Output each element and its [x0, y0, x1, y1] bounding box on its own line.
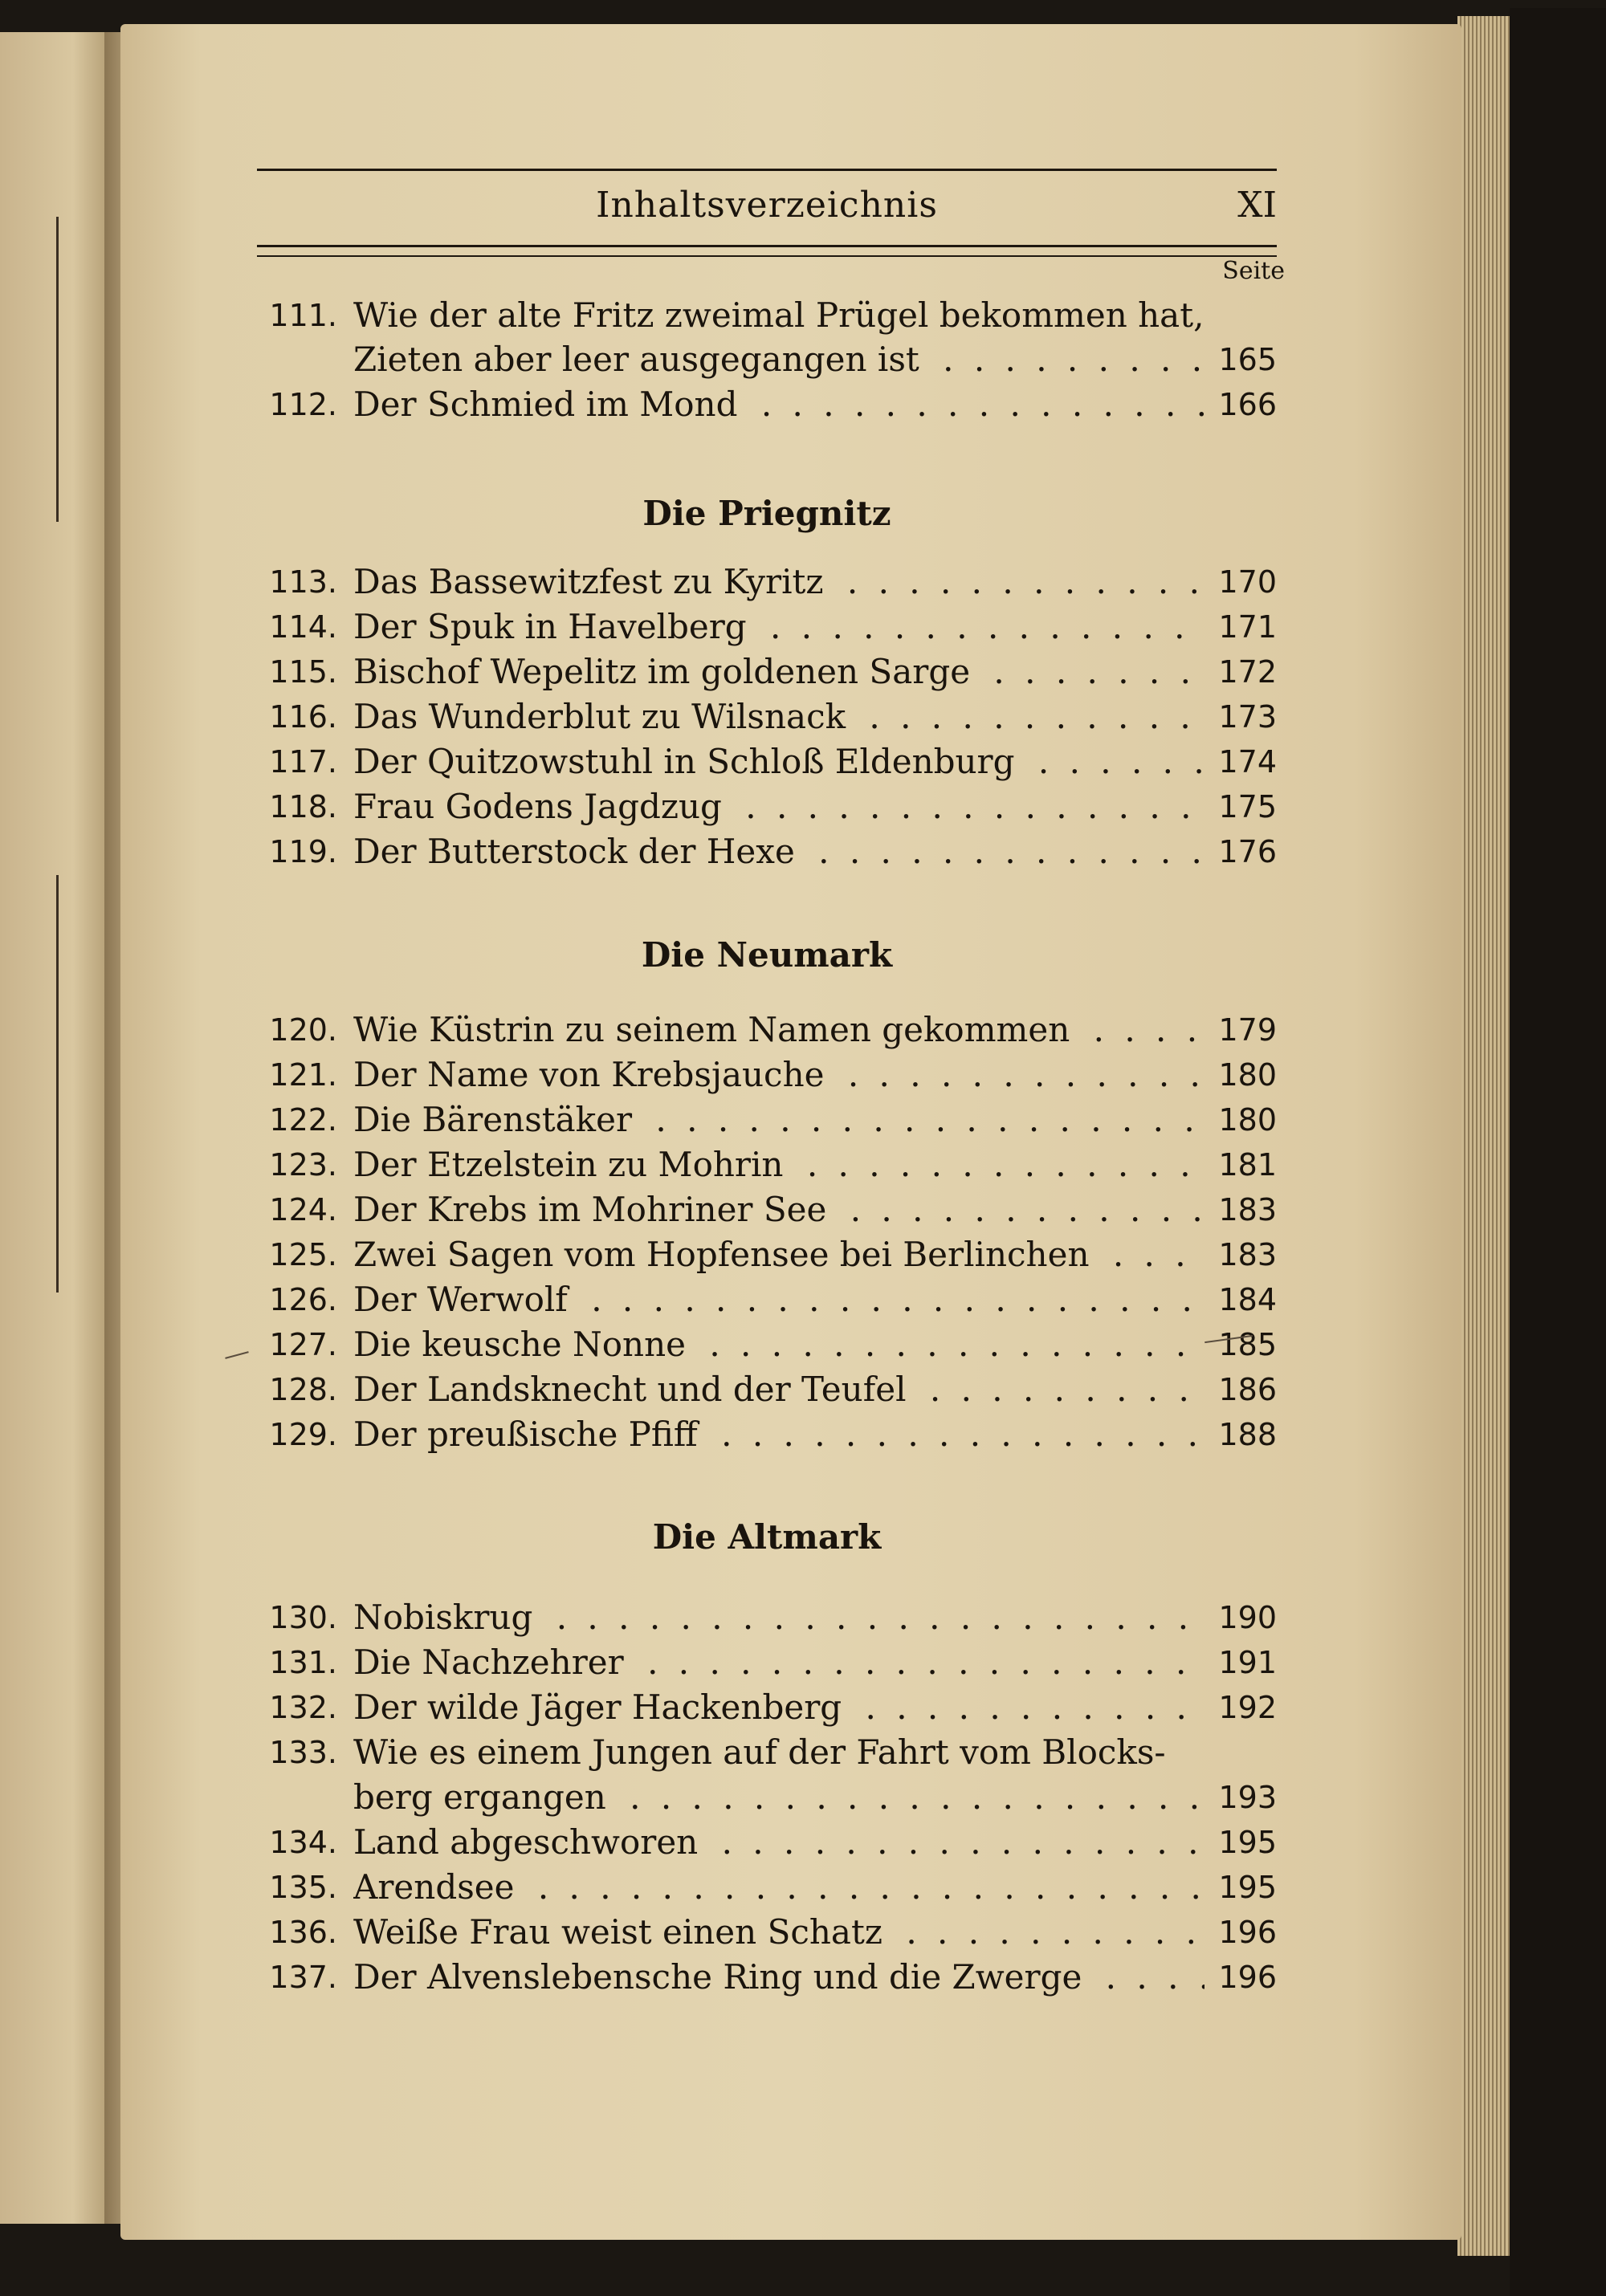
toc-entry [257, 1412, 1277, 1457]
toc-entry [257, 1865, 1277, 1910]
entry-title: Zwei Sagen vom Hopfensee bei Berlinchen . . . [353, 1232, 1204, 1277]
running-head-title: Inhaltsverzeichnis [596, 185, 938, 226]
entry-page: 171 [1218, 609, 1277, 645]
header-rule [257, 169, 1277, 171]
toc-entry [257, 1367, 1277, 1412]
entry-number: 121. [269, 1057, 337, 1093]
entry-page: 176 [1218, 834, 1277, 869]
entry-title: Der Landsknecht und der Teufel . . . [353, 1367, 1204, 1412]
entry-title: Der Name von Krebsjauche . . . [353, 1052, 1204, 1097]
toc-entry [257, 1052, 1277, 1097]
toc-entry [257, 694, 1277, 739]
entry-page: 173 [1218, 699, 1277, 735]
toc-entry [257, 1322, 1277, 1367]
entry-number: 116. [269, 699, 337, 735]
entry-title: Der Alvenslebensche Ring und die Zwerge . . . [353, 1955, 1204, 2000]
entry-number: 112. [269, 387, 337, 422]
entry-title: Das Bassewitzfest zu Kyritz . . . [353, 560, 1204, 605]
toc-entry [257, 1142, 1277, 1187]
entry-number: 134. [269, 1825, 337, 1860]
entry-number: 135. [269, 1870, 337, 1905]
toc-entry [257, 560, 1277, 605]
entry-page: 183 [1218, 1192, 1277, 1227]
entry-page: 180 [1218, 1057, 1277, 1093]
binding-thread [56, 875, 59, 1293]
toc-entry [257, 649, 1277, 694]
entry-page: 172 [1218, 654, 1277, 690]
entry-number: 120. [269, 1012, 337, 1048]
entry-page: 186 [1218, 1372, 1277, 1407]
binding-thread [56, 217, 59, 522]
entry-title: Die keusche Nonne . . . [353, 1322, 1204, 1367]
entry-title: Der Quitzowstuhl in Schloß Eldenburg . . . [353, 739, 1204, 784]
entry-number: 127. [269, 1327, 337, 1362]
entry-page: 195 [1218, 1870, 1277, 1905]
entry-number: 118. [269, 789, 337, 824]
entry-title: Die Nachzehrer . . . [353, 1640, 1204, 1685]
entry-number: 115. [269, 654, 337, 690]
toc-entry [257, 829, 1277, 874]
entry-number: 124. [269, 1192, 337, 1227]
toc-entry [257, 1277, 1277, 1322]
entry-page: 165 [1218, 342, 1277, 377]
entry-number: 119. [269, 834, 337, 869]
header-double-rule [257, 245, 1277, 257]
entry-number: 126. [269, 1282, 337, 1317]
entry-page: 166 [1218, 387, 1277, 422]
toc-entry-continuation [257, 337, 1277, 382]
entry-title: Die Bärenstäker . . . [353, 1097, 1204, 1142]
entry-number: 130. [269, 1600, 337, 1635]
entry-page: 185 [1218, 1327, 1277, 1362]
toc-entry [257, 1685, 1277, 1730]
entry-number: 129. [269, 1417, 337, 1452]
entry-page: 188 [1218, 1417, 1277, 1452]
toc-entry [257, 1955, 1277, 2000]
entry-title: Bischof Wepelitz im goldenen Sarge . . . [353, 649, 1204, 694]
entry-page: 170 [1218, 564, 1277, 600]
entry-number: 136. [269, 1915, 337, 1950]
entry-page: 175 [1218, 789, 1277, 824]
entry-title-continued: Zieten aber leer ausgegangen ist . . . [353, 337, 1204, 382]
toc-entry [257, 605, 1277, 649]
entry-title: Wie der alte Fritz zweimal Prügel bekommen hat, [353, 295, 1204, 335]
entry-page: 192 [1218, 1690, 1277, 1725]
running-head [257, 185, 1277, 233]
toc-entry-continuation [257, 1775, 1277, 1820]
entry-page: 196 [1218, 1915, 1277, 1950]
previous-page-edge [0, 32, 104, 2224]
section-heading: Die Priegnitz [642, 494, 891, 533]
entry-page: 195 [1218, 1825, 1277, 1860]
entry-number: 123. [269, 1147, 337, 1183]
entry-page: 191 [1218, 1645, 1277, 1680]
entry-title: Arendsee . . . [353, 1865, 1204, 1910]
toc-entry [257, 1097, 1277, 1142]
toc-entry [257, 1187, 1277, 1232]
toc-entry [257, 739, 1277, 784]
entry-number: 137. [269, 1960, 337, 1995]
entry-page: 174 [1218, 744, 1277, 780]
entry-page: 179 [1218, 1012, 1277, 1048]
entry-number: 133. [269, 1735, 337, 1770]
section-heading: Die Neumark [641, 935, 893, 975]
toc-entry [257, 784, 1277, 829]
toc-entry [257, 1730, 1277, 1775]
entry-page: 181 [1218, 1147, 1277, 1183]
entry-number: 131. [269, 1645, 337, 1680]
entry-title: Land abgeschworen . . . [353, 1820, 1204, 1865]
toc-entry [257, 1640, 1277, 1685]
entry-page: 190 [1218, 1600, 1277, 1635]
toc-entry [257, 1232, 1277, 1277]
entry-page: 184 [1218, 1282, 1277, 1317]
toc-entry [257, 293, 1277, 338]
page-stack-edges [1457, 16, 1514, 2256]
entry-title: Nobiskrug . . . [353, 1595, 1204, 1640]
toc-entry [257, 1595, 1277, 1640]
entry-title: Der preußische Pfiff . . . [353, 1412, 1204, 1457]
entry-title: Der Schmied im Mond . . . [353, 382, 1204, 427]
entry-number: 111. [269, 298, 337, 333]
entry-number: 125. [269, 1237, 337, 1272]
entry-title: Der Butterstock der Hexe . . . [353, 829, 1204, 874]
entry-title: Das Wunderblut zu Wilsnack . . . [353, 694, 1204, 739]
entry-title: Frau Godens Jagdzug . . . [353, 784, 1204, 829]
toc-entry [257, 382, 1277, 427]
entry-number: 132. [269, 1690, 337, 1725]
entry-title: Wie es einem Jungen auf der Fahrt vom Blocks- [353, 1732, 1166, 1772]
entry-number: 113. [269, 564, 337, 600]
entry-page: 193 [1218, 1780, 1277, 1815]
entry-number: 122. [269, 1102, 337, 1138]
entry-title: Der Krebs im Mohriner See . . . [353, 1187, 1204, 1232]
entry-title: Wie Küstrin zu seinem Namen gekommen . . . [353, 1008, 1204, 1052]
entry-title: Der Werwolf . . . [353, 1277, 1204, 1322]
book-cover-edge [1510, 8, 1606, 2296]
page-column-label: Seite [1222, 257, 1285, 285]
entry-title: Der Spuk in Havelberg . . . [353, 605, 1204, 649]
page-number: XI [1237, 185, 1277, 226]
toc-entry [257, 1910, 1277, 1955]
entry-page: 183 [1218, 1237, 1277, 1272]
entry-page: 196 [1218, 1960, 1277, 1995]
entry-number: 117. [269, 744, 337, 780]
entry-number: 114. [269, 609, 337, 645]
toc-entry [257, 1008, 1277, 1052]
entry-title: Weiße Frau weist einen Schatz . . . [353, 1910, 1204, 1955]
toc-entry [257, 1820, 1277, 1865]
entry-title: Der wilde Jäger Hackenberg . . . [353, 1685, 1204, 1730]
entry-title-continued: berg ergangen . . . [353, 1775, 1204, 1820]
entry-page: 180 [1218, 1102, 1277, 1138]
section-heading: Die Altmark [652, 1517, 882, 1557]
entry-title: Der Etzelstein zu Mohrin . . . [353, 1142, 1204, 1187]
entry-number: 128. [269, 1372, 337, 1407]
